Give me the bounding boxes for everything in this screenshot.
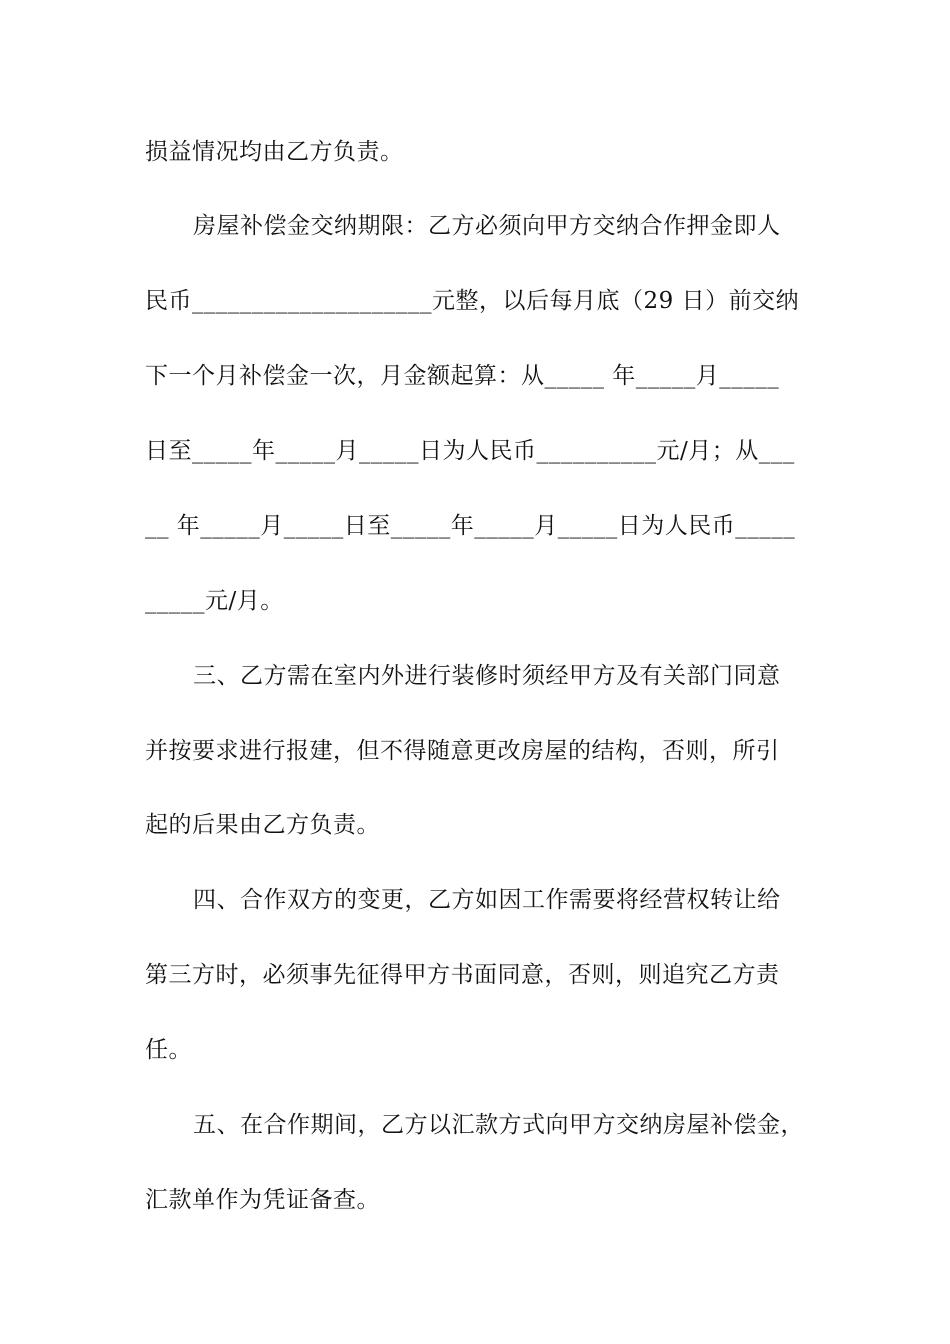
text-line: 汇款单作为凭证备查。 bbox=[145, 1187, 380, 1213]
text-line: 下一个月补偿金一次，月金额起算：从_____ 年_____月_____ bbox=[145, 363, 780, 389]
text-line: _____元/月。 bbox=[145, 588, 284, 614]
text-line: 损益情况均由乙方负责。 bbox=[145, 139, 404, 165]
text-line: 起的后果由乙方负责。 bbox=[145, 812, 380, 838]
text-line: 五、在合作期间，乙方以汇款方式向甲方交纳房屋补偿金， bbox=[193, 1112, 804, 1138]
text-line: 四、合作双方的变更，乙方如因工作需要将经营权转让给 bbox=[193, 887, 781, 913]
text-line: 第三方时，必须事先征得甲方书面同意，否则，则追究乙方责 bbox=[145, 962, 780, 988]
text-line: 任。 bbox=[145, 1037, 192, 1063]
text-line: 并按要求进行报建，但不得随意更改房屋的结构，否则，所引 bbox=[145, 738, 780, 764]
text-line: 日至_____年_____月_____日为人民币__________元/月；从___ bbox=[145, 438, 795, 464]
text-line: __ 年_____月_____日至_____年_____月_____日为人民币_____ bbox=[145, 513, 796, 539]
text-line: 房屋补偿金交纳期限：乙方必须向甲方交纳合作押金即人 bbox=[193, 213, 781, 239]
text-line: 民币____________________元整，以后每月底（29 日）前交纳 bbox=[145, 288, 800, 314]
text-line: 三、乙方需在室内外进行装修时须经甲方及有关部门同意 bbox=[193, 663, 781, 689]
